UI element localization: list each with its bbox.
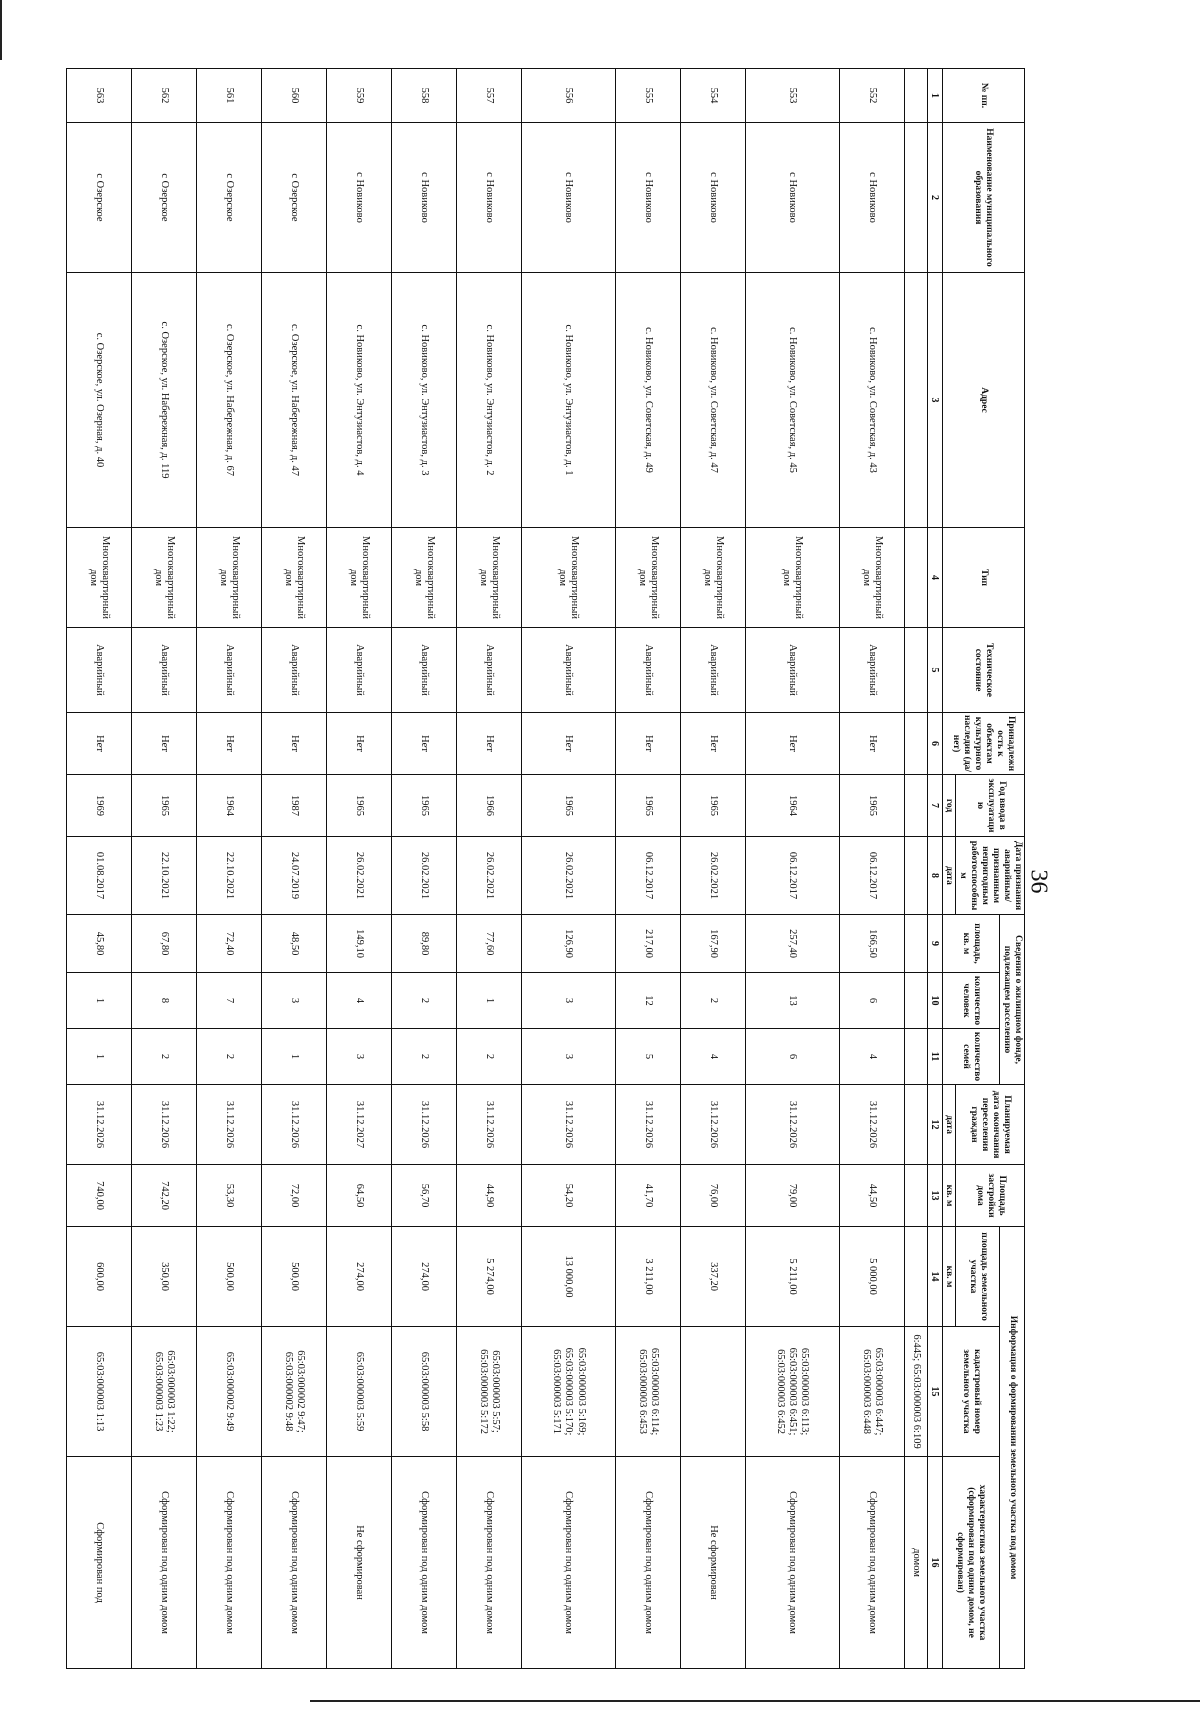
cell-families: 4 [680, 1029, 745, 1085]
header-planned-date: Планируемая дата окончания переселения граждан [956, 1085, 1025, 1165]
cell-municipality: с Новиково [327, 123, 392, 273]
rotated-table-wrapper [85, 68, 1025, 1668]
cell-municipality: с Озерское [262, 123, 327, 273]
cell-planned-date: 31.12.2026 [745, 1085, 839, 1165]
col-number: 11 [927, 1029, 942, 1085]
col-number: 5 [927, 628, 942, 713]
cell-type: Многоквартирный дом [327, 528, 392, 628]
table-row [392, 69, 457, 1669]
cell-municipality: с Новиково [392, 123, 457, 273]
col-number: 15 [927, 1327, 942, 1457]
cell-type: Многоквартирный дом [615, 528, 680, 628]
table-row [615, 69, 680, 1669]
cell-type: Многоквартирный дом [67, 528, 132, 628]
cell-technical-state: Аварийный [392, 628, 457, 713]
cell-area: 77,60 [457, 915, 522, 973]
cell-municipality: с Новиково [457, 123, 522, 273]
header-year: Год ввода в эксплуатацию [956, 775, 1025, 837]
cell-year: 1987 [262, 775, 327, 837]
cell-year: 1964 [197, 775, 262, 837]
cell-planned-date: 31.12.2026 [67, 1085, 132, 1165]
cell-address: с. Новиково, ул. Советская, д. 49 [615, 273, 680, 528]
cell-address: с. Озерское, ул. Набережная, д. 47 [262, 273, 327, 528]
cell-area: 126,90 [522, 915, 616, 973]
cell-year: 1965 [615, 775, 680, 837]
cell-land-status: Сформирован под одним домом [839, 1457, 904, 1669]
cell-people: 3 [522, 973, 616, 1029]
header-area: площадь, кв. м [942, 915, 1000, 973]
cell-families: 5 [615, 1029, 680, 1085]
cell-land-area: 500,00 [197, 1227, 262, 1327]
cell-people: 4 [327, 973, 392, 1029]
header-row-1 [1000, 69, 1025, 1669]
header-recognition-date: Дата признания аварийным/признанным непригодным работоспособным [956, 837, 1025, 915]
cell-row-number: 560 [262, 69, 327, 123]
cell-planned-date: 31.12.2026 [457, 1085, 522, 1165]
cell-recognition-date: 26.02.2021 [522, 837, 616, 915]
table-row [745, 69, 839, 1669]
cell-address: с. Новиково, ул. Советская, д. 45 [745, 273, 839, 528]
cell-cadastral-number: 65:03:000003 5:58 [392, 1327, 457, 1457]
cell-technical-state: Аварийный [522, 628, 616, 713]
col-number: 7 [927, 775, 942, 837]
scan-edge-mark [0, 0, 2, 60]
cell-row-number: 562 [132, 69, 197, 123]
cell-row-number: 559 [327, 69, 392, 123]
cell-land-status: Сформирован под одним домом [392, 1457, 457, 1669]
cell-heritage: Нет [680, 713, 745, 775]
cell-cadastral-number: 6:445; 65:03:000003 6:109 [904, 1327, 927, 1457]
cell-municipality: с Новиково [680, 123, 745, 273]
header-housing-group: Сведения о жилищном фонде, подлежащем расселению [1000, 915, 1025, 1085]
cell-year: 1969 [67, 775, 132, 837]
header-date-sub: дата [942, 837, 956, 915]
cell-area: 149,10 [327, 915, 392, 973]
header-year-sub: год [942, 775, 956, 837]
housing-register-table [66, 68, 1025, 1669]
cell-recognition-date: 26.02.2021 [392, 837, 457, 915]
cell-technical-state: Аварийный [680, 628, 745, 713]
col-number: 1 [927, 69, 942, 123]
cell-families: 2 [392, 1029, 457, 1085]
cell-recognition-date: 24.07.2019 [262, 837, 327, 915]
table-row [680, 69, 745, 1669]
cell-recognition-date: 06.12.2017 [615, 837, 680, 915]
cell-area: 89,80 [392, 915, 457, 973]
cell-municipality: с Озерское [67, 123, 132, 273]
cell-address: с. Новиково, ул. Энтузиастов, д. 1 [522, 273, 616, 528]
scan-bottom-line [310, 1700, 1200, 1702]
cell-people: 12 [615, 973, 680, 1029]
cell-families: 3 [327, 1029, 392, 1085]
cell-heritage: Нет [745, 713, 839, 775]
cell-area: 167,90 [680, 915, 745, 973]
cell-building-area: 54,20 [522, 1165, 616, 1227]
col-number: 16 [927, 1457, 942, 1669]
cell-building-area: 76,00 [680, 1165, 745, 1227]
header-land-area: площадь земельного участка [956, 1227, 1000, 1327]
cell-type: Многоквартирный дом [680, 528, 745, 628]
cell-municipality: с Новиково [615, 123, 680, 273]
cell-cadastral-number: 65:03:000002 9:47; 65:03:000002 9:48 [262, 1327, 327, 1457]
col-number: 6 [927, 713, 942, 775]
cell-area: 257,40 [745, 915, 839, 973]
cell-land-area: 13 000,00 [522, 1227, 616, 1327]
cell-year: 1965 [327, 775, 392, 837]
col-number: 4 [927, 528, 942, 628]
cell-address: с. Озерское, ул. Набережная, д. 119 [132, 273, 197, 528]
cell-area: 72,40 [197, 915, 262, 973]
cell-type: Многоквартирный дом [457, 528, 522, 628]
cell-planned-date: 31.12.2026 [839, 1085, 904, 1165]
cell-type: Многоквартирный дом [745, 528, 839, 628]
cell-planned-date: 31.12.2027 [327, 1085, 392, 1165]
header-building-area: Площадь застройки дома [956, 1165, 1025, 1227]
col-number: 12 [927, 1085, 942, 1165]
cell-land-area: 3 211,00 [615, 1227, 680, 1327]
cell-land-status: Сформирован под одним домом [457, 1457, 522, 1669]
cell-people: 2 [392, 973, 457, 1029]
cell-cadastral-number: 65:03:000003 5:57; 65:03:000003 5:172 [457, 1327, 522, 1457]
cell-heritage: Нет [522, 713, 616, 775]
col-number: 10 [927, 973, 942, 1029]
cell-row-number: 556 [522, 69, 616, 123]
col-number: 2 [927, 123, 942, 273]
cell-land-status: домом [904, 1457, 927, 1669]
header-no: № пп. [942, 69, 1024, 123]
cell-families: 3 [522, 1029, 616, 1085]
cell-address: с. Озерское, ул. Набережная, д. 67 [197, 273, 262, 528]
cell-land-status: Сформирован под одним домом [745, 1457, 839, 1669]
cell-recognition-date: 06.12.2017 [745, 837, 839, 915]
cell-cadastral-number: 65:03:000003 5:59 [327, 1327, 392, 1457]
table-row [327, 69, 392, 1669]
cell-technical-state: Аварийный [615, 628, 680, 713]
cell-land-area: 337,20 [680, 1227, 745, 1327]
cell-municipality: с Новиково [745, 123, 839, 273]
cell-municipality: с Новиково [522, 123, 616, 273]
cell-row-number: 563 [67, 69, 132, 123]
cell-building-area: 740,00 [67, 1165, 132, 1227]
cell-heritage: Нет [615, 713, 680, 775]
cell-year: 1964 [745, 775, 839, 837]
cell-area: 217,00 [615, 915, 680, 973]
cell-recognition-date: 22.10.2021 [132, 837, 197, 915]
cell-technical-state: Аварийный [745, 628, 839, 713]
cell-families: 2 [197, 1029, 262, 1085]
cell-type: Многоквартирный дом [132, 528, 197, 628]
cell-technical-state: Аварийный [839, 628, 904, 713]
cell-recognition-date: 26.02.2021 [680, 837, 745, 915]
table-row [67, 69, 132, 1669]
cell-cadastral-number: 65:03:000003 1:13 [67, 1327, 132, 1457]
col-number: 14 [927, 1227, 942, 1327]
cell-row-number: 557 [457, 69, 522, 123]
table-row [522, 69, 616, 1669]
cell-building-area: 742,20 [132, 1165, 197, 1227]
cell-type: Многоквартирный дом [839, 528, 904, 628]
cell-building-area: 79,00 [745, 1165, 839, 1227]
cell-address: с. Озерское, ул. Озерная, д. 40 [67, 273, 132, 528]
cell-type: Многоквартирный дом [522, 528, 616, 628]
cell-building-area: 44,50 [839, 1165, 904, 1227]
cell-recognition-date: 01.08.2017 [67, 837, 132, 915]
cell-land-status: Сформирован под одним домом [522, 1457, 616, 1669]
cell-land-status: Сформирован под одним домом [262, 1457, 327, 1669]
cell-land-status: Сформирован под [67, 1457, 132, 1669]
cell-heritage: Нет [197, 713, 262, 775]
cell-planned-date: 31.12.2026 [262, 1085, 327, 1165]
cell-land-area: 350,00 [132, 1227, 197, 1327]
cell-land-area: 274,00 [392, 1227, 457, 1327]
cell-land-area: 500,00 [262, 1227, 327, 1327]
cell-building-area: 44,90 [457, 1165, 522, 1227]
cell-people: 3 [262, 973, 327, 1029]
header-municipality: Наименование муниципального образования [942, 123, 1024, 273]
cell-municipality: с Новиково [839, 123, 904, 273]
table-row [197, 69, 262, 1669]
cell-area: 67,80 [132, 915, 197, 973]
header-land-group: Информация о формировании земельного участка под домом [1000, 1227, 1025, 1669]
cell-land-area: 5 274,00 [457, 1227, 522, 1327]
cell-land-status: Сформирован под одним домом [197, 1457, 262, 1669]
cell-recognition-date: 06.12.2017 [839, 837, 904, 915]
cell-row-number: 553 [745, 69, 839, 123]
cell-technical-state: Аварийный [197, 628, 262, 713]
cell-heritage: Нет [67, 713, 132, 775]
col-number: 8 [927, 837, 942, 915]
cell-year: 1965 [522, 775, 616, 837]
cell-land-area: 5 211,00 [745, 1227, 839, 1327]
cell-land-area: 5 000,00 [839, 1227, 904, 1327]
cell-land-area: 600,00 [67, 1227, 132, 1327]
cell-row-number: 558 [392, 69, 457, 123]
cell-planned-date: 31.12.2026 [522, 1085, 616, 1165]
cell-heritage: Нет [262, 713, 327, 775]
cell-families: 2 [132, 1029, 197, 1085]
cell-building-area: 53,30 [197, 1165, 262, 1227]
cell-row-number: 554 [680, 69, 745, 123]
table-row [262, 69, 327, 1669]
cell-families: 1 [262, 1029, 327, 1085]
cell-recognition-date: 22.10.2021 [197, 837, 262, 915]
cell-land-status: Сформирован под одним домом [132, 1457, 197, 1669]
header-land-status: характеристика земельного участка (сформирован под одним домом, не сформирован) [942, 1457, 1000, 1669]
cell-land-status: Не сформирован [327, 1457, 392, 1669]
cell-planned-date: 31.12.2026 [392, 1085, 457, 1165]
cell-year: 1965 [132, 775, 197, 837]
col-number: 3 [927, 273, 942, 528]
cell-technical-state: Аварийный [327, 628, 392, 713]
cell-address: с. Новиково, ул. Советская, д. 43 [839, 273, 904, 528]
cell-area: 166,50 [839, 915, 904, 973]
cell-cadastral-number: 65:03:000003 6:113; 65:03:000003 6:451; 65:03:000003 6:452 [745, 1327, 839, 1457]
cell-row-number: 561 [197, 69, 262, 123]
cell-land-status: Сформирован под одним домом [615, 1457, 680, 1669]
cell-year: 1965 [680, 775, 745, 837]
cell-heritage: Нет [392, 713, 457, 775]
cell-municipality: с Озерское [197, 123, 262, 273]
cell-address: с. Новиково, ул. Энтузиастов, д. 3 [392, 273, 457, 528]
cell-recognition-date: 26.02.2021 [327, 837, 392, 915]
cell-cadastral-number: 65:03:000003 6:447; 65:03:000003 6:448 [839, 1327, 904, 1457]
col-number: 13 [927, 1165, 942, 1227]
cell-area: 48,50 [262, 915, 327, 973]
column-number-row [927, 69, 942, 1669]
header-technical-state: Техническое состояние [942, 628, 1024, 713]
cell-technical-state: Аварийный [262, 628, 327, 713]
cell-address: с. Новиково, ул. Энтузиастов, д. 2 [457, 273, 522, 528]
cell-technical-state: Аварийный [132, 628, 197, 713]
cell-year: 1965 [392, 775, 457, 837]
cell-building-area: 41,70 [615, 1165, 680, 1227]
table-row [132, 69, 197, 1669]
page-number: 36 [1025, 869, 1052, 894]
cell-people: 6 [839, 973, 904, 1029]
cell-land-status: Не сформирован [680, 1457, 745, 1669]
cell-planned-date: 31.12.2026 [615, 1085, 680, 1165]
cell-technical-state: Аварийный [457, 628, 522, 713]
cell-people: 8 [132, 973, 197, 1029]
cell-address: с. Новиково, ул. Советская, д. 47 [680, 273, 745, 528]
cell-families: 2 [457, 1029, 522, 1085]
cell-building-area: 64,50 [327, 1165, 392, 1227]
header-address: Адрес [942, 273, 1024, 528]
cell-people: 7 [197, 973, 262, 1029]
header-build-sub: кв. м [942, 1165, 956, 1227]
cell-year: 1965 [839, 775, 904, 837]
header-families: количество семей [942, 1029, 1000, 1085]
cell-land-area: 274,00 [327, 1227, 392, 1327]
cell-people: 1 [67, 973, 132, 1029]
cell-planned-date: 31.12.2026 [680, 1085, 745, 1165]
cell-planned-date: 31.12.2026 [132, 1085, 197, 1165]
cell-heritage: Нет [457, 713, 522, 775]
header-people: количество человек [942, 973, 1000, 1029]
cell-year: 1966 [457, 775, 522, 837]
cell-cadastral-number: 65:03:000003 6:114; 65:03:000003 6:453 [615, 1327, 680, 1457]
table-row [457, 69, 522, 1669]
cell-building-area: 56,70 [392, 1165, 457, 1227]
cell-type: Многоквартирный дом [262, 528, 327, 628]
cell-row-number: 555 [615, 69, 680, 123]
cell-row-number: 552 [839, 69, 904, 123]
table-row [839, 69, 904, 1669]
header-plan-sub: дата [942, 1085, 956, 1165]
table-body [67, 69, 927, 1669]
cell-municipality: с Озерское [132, 123, 197, 273]
col-number: 9 [927, 915, 942, 973]
cell-type: Многоквартирный дом [197, 528, 262, 628]
header-cadastral-number: кадастровый номер земельного участка [942, 1327, 1000, 1457]
cell-families: 4 [839, 1029, 904, 1085]
cell-area: 45,80 [67, 915, 132, 973]
cell-heritage: Нет [839, 713, 904, 775]
cell-cadastral-number: 65:03:000002 9:49 [197, 1327, 262, 1457]
cell-building-area: 72,00 [262, 1165, 327, 1227]
cell-recognition-date: 26.02.2021 [457, 837, 522, 915]
cell-people: 1 [457, 973, 522, 1029]
table-header [927, 69, 1024, 1669]
cell-type: Многоквартирный дом [392, 528, 457, 628]
header-land-sub: кв. м [942, 1227, 956, 1327]
cell-cadastral-number: 65:03:000003 5:169; 65:03:000003 5:170; 65:03:000003 5:171 [522, 1327, 616, 1457]
cell-families: 1 [67, 1029, 132, 1085]
cell-cadastral-number [680, 1327, 745, 1457]
cell-address: с. Новиково, ул. Энтузиастов, д. 4 [327, 273, 392, 528]
cell-planned-date: 31.12.2026 [197, 1085, 262, 1165]
cell-families: 6 [745, 1029, 839, 1085]
header-heritage: Принадлежность к объектам культурного наследия (да/нет) [942, 713, 1024, 775]
cell-people: 13 [745, 973, 839, 1029]
cell-heritage: Нет [132, 713, 197, 775]
cell-technical-state: Аварийный [67, 628, 132, 713]
header-type: Тип [942, 528, 1024, 628]
cell-cadastral-number: 65:03:000003 1:22; 65:03:000003 1:23 [132, 1327, 197, 1457]
cell-heritage: Нет [327, 713, 392, 775]
cell-people: 2 [680, 973, 745, 1029]
continuation-row [904, 69, 927, 1669]
